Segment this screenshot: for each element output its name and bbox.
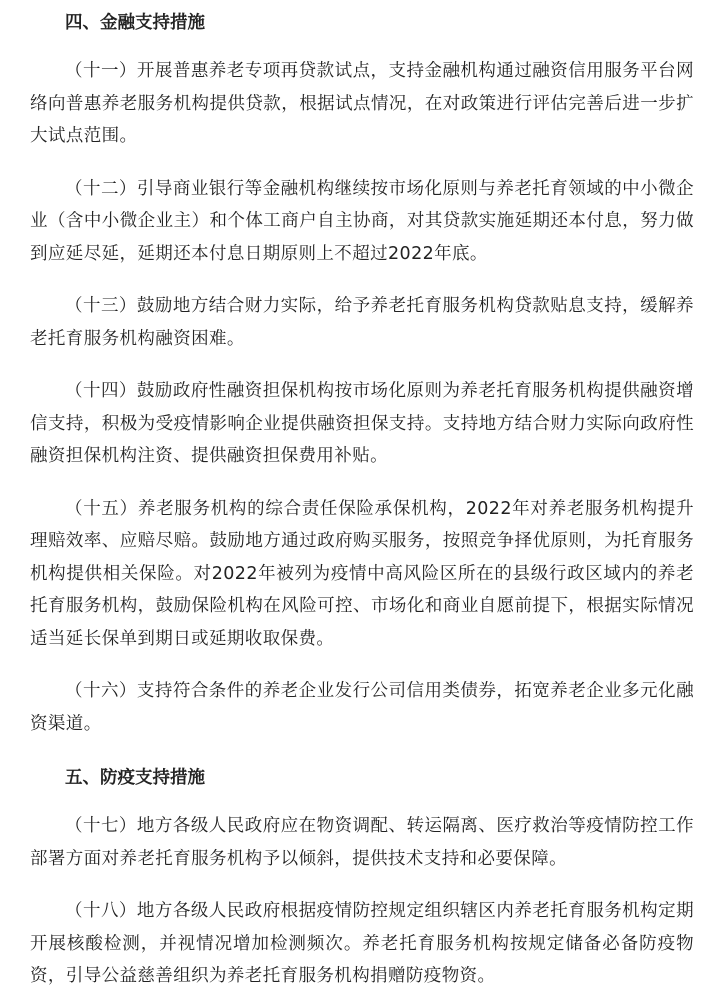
paragraph-13: （十三）鼓励地方结合财力实际，给予养老托育服务机构贷款贴息支持，缓解养老托育服务机构融资困难。 [30,296,694,349]
paragraph-18: （十八）地方各级人民政府根据疫情防控规定组织辖区内养老托育服务机构定期开展核酸检测，并视情况增加检测频次。养老托育服务机构按规定储备必备防疫物资，引导公益慈善组织为养老托育服务机构捐赠防疫物资。 [30,901,694,986]
paragraph-12: （十二）引导商业银行等金融机构继续按市场化原则与养老托育领域的中小微企业（含中小微企业主）和个体工商户自主协商，对其贷款实施延期还本付息，努力做到应延尽延，延期还本付息日期原则上不超过2022年底。 [30,178,694,264]
section-title: 四、金融支持措施 [65,13,205,33]
section-epidemic-support [30,760,694,993]
paragraph-11: （十一）开展普惠养老专项再贷款试点，支持金融机构通过融资信用服务平台网络向普惠养老服务机构提供贷款，根据试点情况，在对政策进行评估完善后进一步扩大试点范围。 [30,61,694,146]
paragraph-14: （十四）鼓励政府性融资担保机构按市场化原则为养老托育服务机构提供融资增信支持，积极为受疫情影响企业提供融资担保支持。支持地方结合财力实际向政府性融资担保机构注资、提供融资担保费用补贴。 [30,381,694,466]
paragraph-16: （十六）支持符合条件的养老企业发行公司信用类债券，拓宽养老企业多元化融资渠道。 [30,681,694,734]
paragraph-15: （十五）养老服务机构的综合责任保险承保机构，2022年对养老服务机构提升理赔效率、应赔尽赔。鼓励地方通过政府购买服务，按照竞争择优原则，为托育服务机构提供相关保险。对2022年被列为疫情中高风险区所在的县级行政区域内的养老托育服务机构，鼓励保险机构在风险可控、市场化和商业自愿前提下，根据实际情况适当延长保单到期日或延期收取保费。 [30,498,694,649]
section-financial-support [30,5,694,740]
paragraph-17: （十七）地方各级人民政府应在物资调配、转运隔离、医疗救治等疫情防控工作部署方面对养老托育服务机构予以倾斜，提供技术支持和必要保障。 [30,816,694,869]
section-title: 五、防疫支持措施 [65,768,205,788]
